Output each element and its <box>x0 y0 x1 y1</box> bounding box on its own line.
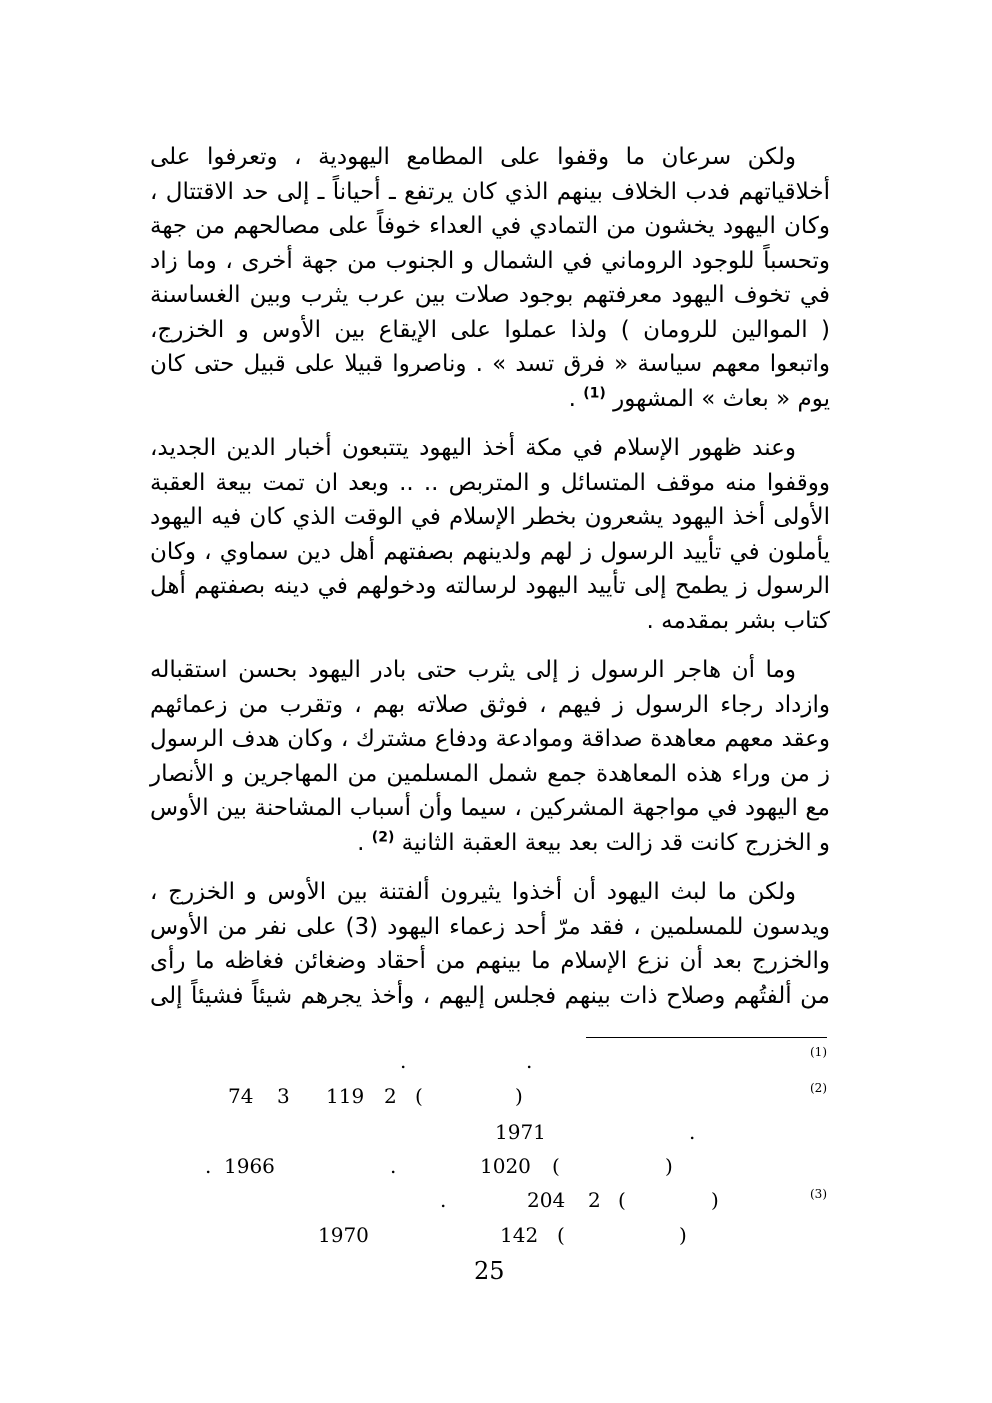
footnote-fragment: ( <box>415 1084 423 1108</box>
footnote-fragment: 142 <box>500 1223 539 1247</box>
text-line-last <box>150 382 830 417</box>
text-line: يأملون في تأييد الرسول ز لهم ولدينهم بصفتهم أهل دين سماوي ، وكان <box>150 538 830 565</box>
page-number: 25 <box>474 1257 505 1285</box>
footnote-fragment: ( <box>557 1223 565 1247</box>
paragraph-2 <box>150 431 830 638</box>
footnote-fragment: . <box>526 1049 533 1073</box>
text-line: وعقد معهم معاهدة صداقة وموادعة ودفاع مشترك ، وكان هدف الرسول <box>150 726 830 752</box>
text-fragment: . <box>568 385 576 412</box>
text-line: وازداد رجاء الرسول ز فيهم ، فوثق صلاته بهم ، وتقرب من زعمائهم <box>150 691 830 718</box>
footnote-fragment: 204 <box>527 1188 566 1212</box>
footnote-fragment: 1970 <box>318 1223 369 1247</box>
text-line-last: كتاب بشر بمقدمه . <box>646 607 830 634</box>
footnote-fragment: . <box>400 1049 407 1073</box>
footnote-fragment: . <box>390 1154 397 1178</box>
text-line: ولكن سرعان ما وقفوا على المطامع اليهودية ، وتعرفوا على <box>150 144 796 170</box>
text-line: ويدسون للمسلمين ، فقد مرّ أحد زعماء اليهود (3) على نفر من الأوس <box>150 913 830 940</box>
footnote-fragment: 74 <box>228 1084 254 1108</box>
text-line: مع اليهود في مواجهة المشركين ، سيما وأن أسباب المشاحنة بين الأوس <box>150 795 830 821</box>
footnote-mark-2: (2) <box>810 1081 827 1095</box>
text-line: أخلاقياتهم فدب الخلاف بينهم الذي كان يرتفع ـ أحياناً ـ إلى حد الاقتتال ، <box>150 178 830 205</box>
text-line: ووقفوا منه موقف المتسائل و المتربص .. .. وبعد ان تمت بيعة العقبة <box>150 469 830 496</box>
text-line: ( الموالين للرومان ) ولذا عملوا على الإيقاع بين الأوس و الخزرج، <box>150 316 830 343</box>
footnote-fragment: 1020 <box>480 1154 531 1178</box>
footnote-fragment: ) <box>665 1154 673 1178</box>
text-line: وتحسباً للوجود الروماني في الشمال و الجنوب من جهة أخرى ، وما زاد <box>150 247 830 274</box>
text-line: من ألفتُهم وصلاح ذات بينهم فجلس إليهم ، وأخذ يجرهم شيئاً فشيئاً إلى <box>150 982 830 1009</box>
footnote-ref-1: (1) <box>583 384 606 401</box>
footnote-mark-3: (3) <box>810 1187 827 1201</box>
footnote-fragment: 3 <box>277 1084 290 1108</box>
footnote-fragment: . <box>205 1154 212 1178</box>
footnote-fragment: 2 <box>588 1188 601 1212</box>
text-fragment: و الخزرج كانت قد زالت بعد بيعة العقبة الثانية <box>401 829 830 856</box>
text-line: وما أن هاجر الرسول ز إلى يثرب حتى بادر اليهود بحسن استقباله <box>150 657 796 683</box>
footnote-fragment: . <box>440 1188 447 1212</box>
text-line: الرسول ز يطمح إلى تأييد اليهود لرسالته ودخولهم في دينه بصفتهم أهل <box>150 573 830 599</box>
text-line: في تخوف اليهود معرفتهم بوجود صلات بين عرب يثرب وبين الغساسنة <box>150 282 830 308</box>
paragraph-4 <box>150 875 830 1013</box>
paragraph-3 <box>150 653 830 860</box>
text-line: والخزرج بعد أن نزع الإسلام ما بينهم من أحقاد وضغائن فغاظه ما رأى <box>150 948 830 974</box>
footnote-fragment: ) <box>515 1084 523 1108</box>
footnote-fragment: ) <box>711 1188 719 1212</box>
page-body <box>150 140 830 1028</box>
footnote-fragment: 2 <box>384 1084 397 1108</box>
footnote-fragment: ( <box>618 1188 626 1212</box>
footnote-ref-2: (2) <box>371 828 395 845</box>
footnote-separator <box>586 1037 827 1038</box>
text-line: الأولى أخذ اليهود يشعرون بخطر الإسلام في الوقت الذي كان فيه اليهود <box>150 504 830 530</box>
text-line-last <box>150 826 830 861</box>
footnote-fragment: 119 <box>326 1084 365 1108</box>
footnote-fragment: 1966 <box>224 1154 275 1178</box>
text-line: ز من وراء هذه المعاهدة جمع شمل المسلمين من المهاجرين و الأنصار <box>150 760 830 787</box>
text-fragment: . <box>357 829 365 856</box>
paragraph-1 <box>150 140 830 416</box>
footnote-fragment: . <box>689 1120 696 1144</box>
text-fragment: يوم « بعاث » المشهور <box>613 385 830 412</box>
text-line: ولكن ما لبث اليهود أن أخذوا يثيرون ألفتنة بين الأوس و الخزرج ، <box>150 879 796 905</box>
text-line: وكان اليهود يخشون من التمادي في العداء خوفاً على مصالحهم من جهة <box>150 213 830 239</box>
footnote-fragment: ) <box>679 1223 687 1247</box>
footnote-mark-1: (1) <box>810 1045 827 1059</box>
footnote-fragment: 1971 <box>495 1120 546 1144</box>
text-line: واتبعوا معهم سياسة « فرق تسد » . وناصروا قبيلا على قبيل حتى كان <box>150 351 830 377</box>
footnote-fragment: ( <box>552 1154 560 1178</box>
text-line: وعند ظهور الإسلام في مكة أخذ اليهود يتتبعون أخبار الدين الجديد، <box>150 435 796 461</box>
